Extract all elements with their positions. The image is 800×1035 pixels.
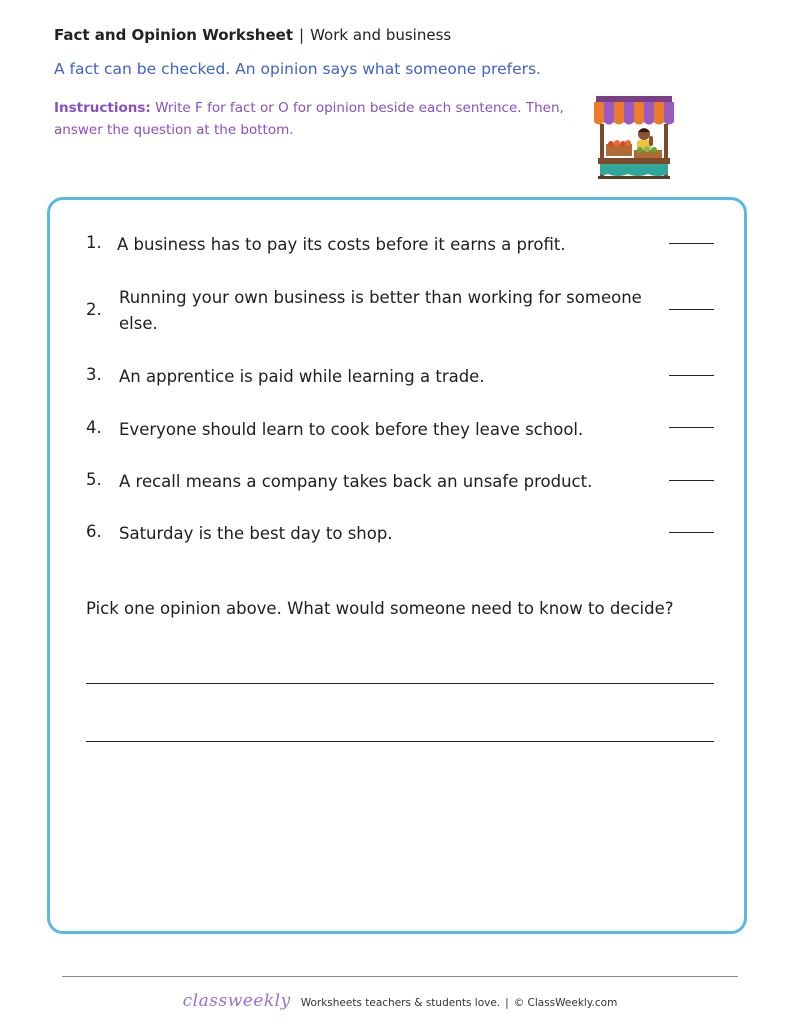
question-number: 3.	[86, 365, 102, 384]
answer-blank[interactable]	[669, 375, 714, 376]
answer-blank[interactable]	[669, 243, 714, 244]
worksheet-topic: Work and business	[310, 26, 452, 44]
brand-logo: classweekly	[182, 991, 291, 1011]
instructions-text: Write F for fact or O for opinion beside each sentence. Then, answer the question at the bottom.	[54, 100, 564, 138]
question-text: Running your own business is better than working for someone else.	[119, 288, 642, 333]
question-text: An apprentice is paid while learning a trade.	[119, 367, 485, 386]
question-number: 4.	[86, 418, 102, 437]
question-text: Everyone should learn to cook before they leave school.	[119, 420, 584, 439]
question-number: 1.	[86, 233, 102, 252]
footer-separator: |	[505, 997, 509, 1009]
question-number: 6.	[86, 522, 102, 541]
answer-blank[interactable]	[669, 532, 714, 533]
footer-divider	[62, 976, 738, 977]
open-question-prompt: Pick one opinion above. What would someone need to know to decide?	[86, 599, 674, 618]
answer-line[interactable]	[86, 683, 714, 684]
answer-blank[interactable]	[669, 427, 714, 428]
question-text: Saturday is the best day to shop.	[119, 524, 393, 543]
answer-blank[interactable]	[669, 309, 714, 310]
question-number: 5.	[86, 470, 102, 489]
instructions-label: Instructions:	[54, 100, 151, 116]
footer	[0, 991, 800, 1011]
footer-copyright: © ClassWeekly.com	[513, 997, 618, 1009]
market-stall-icon	[588, 94, 680, 182]
worksheet-title: Fact and Opinion Worksheet	[54, 26, 294, 44]
answer-blank[interactable]	[669, 480, 714, 481]
worksheet-header	[54, 26, 451, 44]
footer-tagline: Worksheets teachers & students love.	[300, 997, 501, 1009]
instructions	[54, 97, 584, 141]
question-text: A recall means a company takes back an unsafe product.	[119, 472, 593, 491]
tagline: A fact can be checked. An opinion says what someone prefers.	[54, 60, 541, 78]
question-text: A business has to pay its costs before it earns a profit.	[117, 235, 566, 254]
question-number: 2.	[86, 300, 102, 319]
header-separator: |	[299, 26, 305, 44]
answer-line[interactable]	[86, 741, 714, 742]
